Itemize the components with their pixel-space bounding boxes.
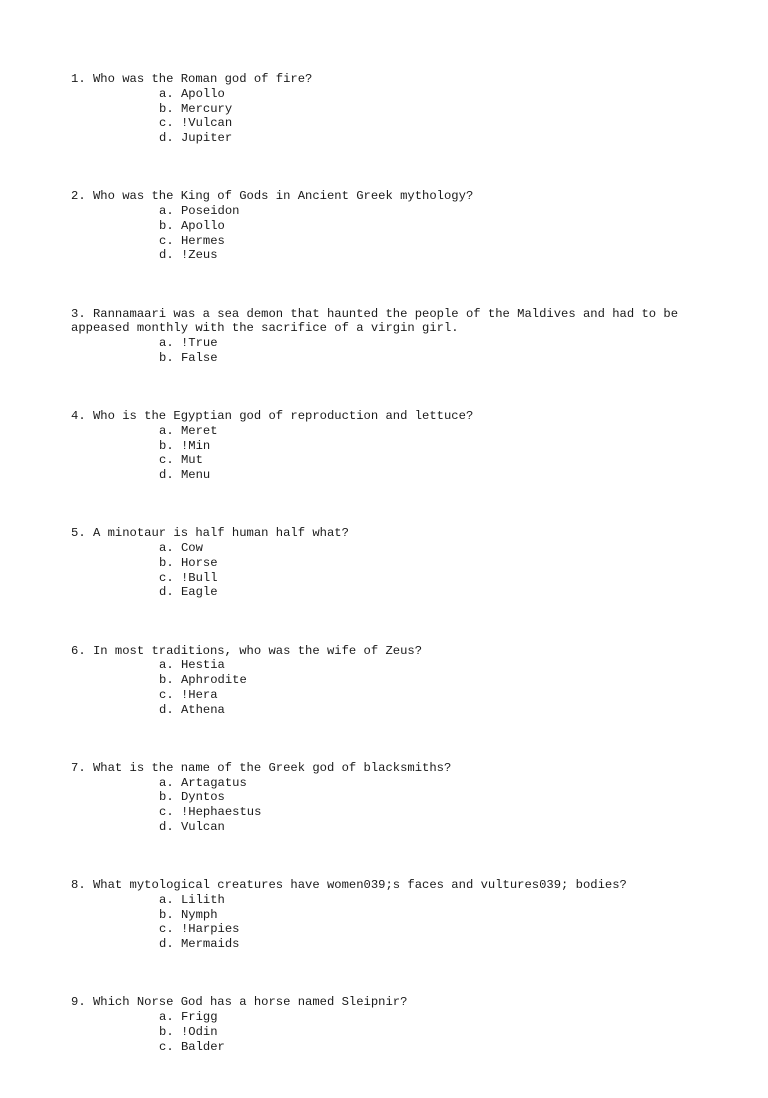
option: a. Hestia <box>159 658 225 673</box>
option: d. Eagle <box>159 585 218 600</box>
option-list <box>71 658 711 717</box>
option-list <box>71 541 711 600</box>
quiz-document <box>71 72 711 1098</box>
question-3 <box>71 307 711 366</box>
question-1 <box>71 72 711 146</box>
option: a. !True <box>159 336 218 350</box>
option: c. Balder <box>159 1039 225 1054</box>
question-8 <box>71 878 711 952</box>
question-4 <box>71 409 711 483</box>
option: d. Jupiter <box>159 131 233 145</box>
option: b. False <box>159 350 218 365</box>
option: a. Apollo <box>159 86 225 101</box>
option: a. Meret <box>159 423 218 438</box>
option: d. Vulcan <box>159 819 225 834</box>
option: c. !Harpies <box>159 922 240 937</box>
question-5 <box>71 526 711 600</box>
question-text: 8. What mytological creatures have women039;s faces and vultures039; bodies? <box>71 878 627 892</box>
option: c. Mut <box>159 453 203 468</box>
option: d. Mermaids <box>159 937 240 951</box>
option: c. !Bull <box>159 570 218 585</box>
question-text: 7. What is the name of the Greek god of blacksmiths? <box>71 760 452 775</box>
option: b. Apollo <box>159 218 225 233</box>
option: a. Artagatus <box>159 775 247 790</box>
option: b. Mercury <box>159 101 233 116</box>
option: b. Horse <box>159 555 218 570</box>
question-text: 6. In most traditions, who was the wife of Zeus? <box>71 643 423 658</box>
option-list <box>71 204 711 263</box>
option: c. !Vulcan <box>159 116 233 131</box>
question-text: 9. Which Norse God has a horse named Sleipnir? <box>71 995 408 1010</box>
question-text: 4. Who is the Egyptian god of reproduction and lettuce? <box>71 409 474 423</box>
option-list <box>71 893 711 952</box>
option: b. !Min <box>159 438 211 453</box>
question-2 <box>71 189 711 263</box>
question-text: 2. Who was the King of Gods in Ancient Greek mythology? <box>71 189 474 204</box>
option: b. Nymph <box>159 907 218 922</box>
option: a. Lilith <box>159 892 225 907</box>
question-text: 3. Rannamaari was a sea demon that haunted the people of the Maldives and had to be appeased monthly with the sacrifice of a virgin girl. <box>71 306 686 336</box>
option: d. Athena <box>159 702 225 717</box>
option: a. Cow <box>159 541 203 555</box>
option-list <box>71 776 711 835</box>
question-text: 5. A minotaur is half human half what? <box>71 526 349 541</box>
option: c. !Hephaestus <box>159 805 262 819</box>
option: c. Hermes <box>159 233 225 248</box>
option-list <box>71 1010 711 1054</box>
option: a. Frigg <box>159 1010 218 1024</box>
option-list <box>71 336 711 366</box>
question-6 <box>71 644 711 718</box>
option: d. !Zeus <box>159 248 218 263</box>
option: c. !Hera <box>159 687 218 702</box>
option: b. Aphrodite <box>159 673 247 687</box>
option-list <box>71 87 711 146</box>
option: b. Dyntos <box>159 790 225 805</box>
option: d. Menu <box>159 468 211 482</box>
option-list <box>71 424 711 483</box>
question-7 <box>71 761 711 835</box>
question-9 <box>71 995 711 1054</box>
option: a. Poseidon <box>159 204 240 218</box>
option: b. !Odin <box>159 1024 218 1039</box>
question-text: 1. Who was the Roman god of fire? <box>71 72 313 86</box>
